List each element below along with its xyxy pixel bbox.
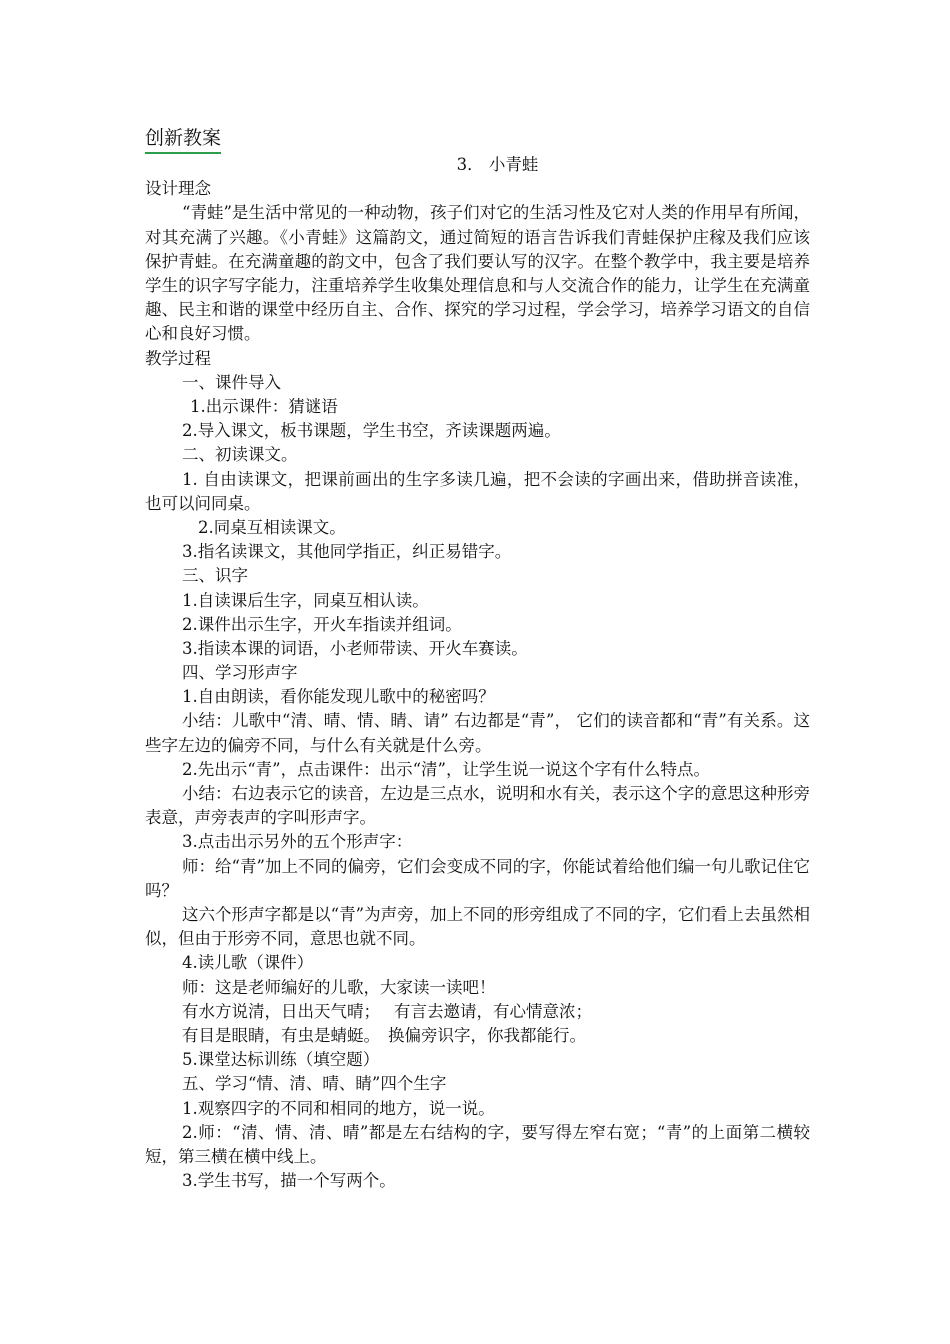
part1-item1: 1.出示课件：猜谜语 [190, 396, 338, 416]
part2-title: 二、初读课文。 [182, 445, 298, 465]
part4-item1: 1.自由朗读，看你能发现儿歌中的秘密吗？ [182, 687, 495, 707]
part5-title: 五、学习“情、清、晴、睛”四个生字 [182, 1074, 447, 1094]
part2-item3: 3.指名读课文，其他同学指正，纠正易错字。 [182, 542, 512, 562]
part5-item3: 3.学生书写，描一个写两个。 [182, 1171, 396, 1191]
poem-line-1b: 有言去邀请，有心情意浓； [394, 1001, 592, 1021]
section-design-concept: 设计理念 [145, 179, 211, 199]
part1-title: 一、课件导入 [182, 372, 281, 392]
intro-paragraph: “青蛙”是生活中常见的一种动物，孩子们对它的生活习性及它对人类的作用早有所闻，对其充满了兴趣。《小青蛙》这篇韵文，通过简短的语言告诉我们青蛙保护庄稼及我们应该保护青蛙。在充满童趣的韵文中，包含了我们要认写的汉字。在整个教学中，我主要是培养学生的识字写字能力，注重培养学生收集处理信息和与人交流合作的能力，让学生在充满童趣、民主和谐的课堂中经历自主、合作、探究的学习过程，学会学习，培养学习语文的自信心和良好习惯。 [145, 203, 810, 344]
part4-summary1: 小结：儿歌中“清、晴、情、睛、请” 右边都是“青”， 它们的读音都和“青”有关系。这些字左边的偏旁不同，与什么有关就是什么旁。 [145, 711, 810, 755]
part4-teacher-prompt: 师：给“青”加上不同的偏旁，它们会变成不同的字，你能试着给他们编一句儿歌记住它吗？ [145, 856, 810, 900]
poem-line-2b: 换偏旁识字，你我都能行。 [388, 1026, 586, 1045]
part4-teacher-prompt2: 师：这是老师编好的儿歌，大家读一读吧！ [182, 977, 496, 997]
part2-item2: 2.同桌互相读课文。 [198, 517, 346, 537]
part2-item1: 1. 自由读课文，把课前画出的生字多读几遍，把不会读的字画出来，借助拼音读准，也可以问同桌。 [145, 469, 810, 513]
part5-item1: 1.观察四字的不同和相同的地方，说一说。 [182, 1098, 495, 1118]
document-page [145, 124, 810, 1193]
part3-item2: 2.课件出示生字，开火车指读并组词。 [182, 614, 462, 634]
part3-title: 三、识字 [182, 566, 248, 586]
part3-item3: 3.指读本课的词语，小老师带读、开火车赛读。 [182, 638, 528, 658]
section-teaching-process: 教学过程 [145, 348, 211, 368]
part4-item3: 3.点击出示另外的五个形声字： [182, 832, 413, 852]
part5-item2: 2.师：“清、情、清、晴”都是左右结构的字，要写得左窄右宽；“青”的上面第二横较短，第三横在横中线上。 [145, 1122, 810, 1166]
part4-item5: 5.课堂达标训练（填空题） [182, 1050, 380, 1070]
lesson-title: 3． 小青蛙 [456, 155, 539, 174]
part4-item2: 2.先出示“青”，点击课件：出示“清”，让学生说一说这个字有什么特点。 [182, 759, 710, 779]
part4-item4: 4.读儿歌（课件） [182, 953, 314, 973]
poem-line-1a: 有水方说清，日出天气晴； [182, 1001, 380, 1021]
part1-item2: 2.导入课文，板书课题，学生书空，齐读课题两遍。 [182, 421, 561, 441]
document-heading-row [145, 124, 810, 153]
part4-explanation: 这六个形声字都是以“青”为声旁，加上不同的形旁组成了不同的字，它们看上去虽然相似，但由于形旁不同，意思也就不同。 [145, 905, 810, 949]
part3-item1: 1.自读课后生字，同桌互相认读。 [182, 590, 429, 610]
part4-title: 四、学习形声字 [182, 663, 298, 683]
part4-summary2: 小结：右边表示它的读音，左边是三点水，说明和水有关，表示这个字的意思这种形旁表意，声旁表声的字叫形声字。 [145, 784, 810, 828]
poem-line-2a: 有目是眼睛，有虫是蜻蜓。 [182, 1026, 380, 1045]
document-heading: 创新教案 [145, 124, 221, 154]
poem-line-1 [145, 1000, 810, 1024]
poem-line-2 [145, 1024, 810, 1048]
